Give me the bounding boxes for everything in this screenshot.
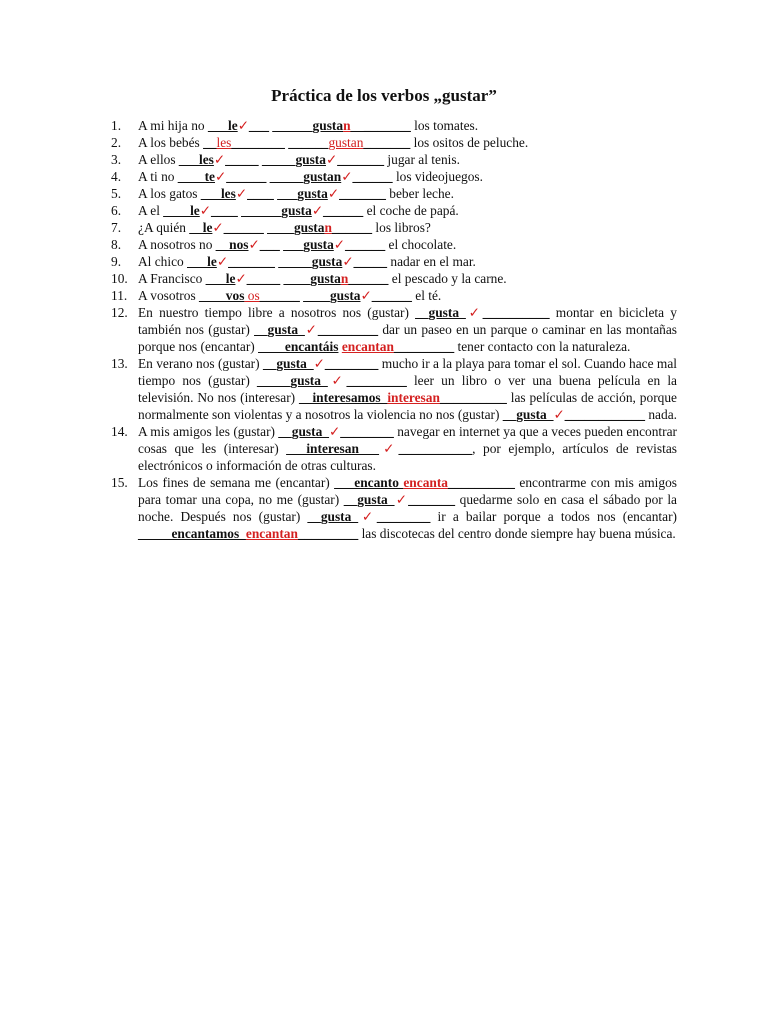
exercise-item (111, 253, 677, 270)
check-mark-icon: ✓ (304, 322, 318, 337)
check-mark-icon: ✓ (248, 237, 260, 252)
check-mark-icon: ✓ (327, 373, 347, 388)
exercise-text-segment: los libros? (372, 220, 431, 235)
answer-blank: ___ (248, 118, 270, 133)
answer-blank: ________ (376, 509, 431, 524)
answer-text: _____encantamos_ (138, 526, 246, 541)
correction-text: n (343, 118, 351, 133)
exercise-item (111, 202, 677, 219)
check-mark-icon: ✓ (313, 356, 325, 371)
exercise-number: 15. (111, 475, 128, 490)
answer-blank: __ (203, 135, 217, 150)
answer-blank: _______ (363, 135, 411, 150)
answer-text: ___le (207, 118, 238, 133)
check-mark-icon: ✓ (358, 509, 377, 524)
answer-text: _____gusta (261, 152, 326, 167)
exercise-text-segment: Los fines de semana me (encantar) (138, 475, 335, 490)
answer-text: ___le (187, 254, 217, 269)
answer-blank: ______ (223, 220, 264, 235)
answer-blank: ____ (247, 186, 274, 201)
answer-text: ____te (177, 169, 215, 184)
exercise-text-segment: navegar en internet ya que a veces pueden encontrar cosas que les (interesar) (138, 424, 677, 456)
exercise-item (111, 355, 677, 423)
answer-blank: ________ (324, 356, 379, 371)
exercise-text-segment: A nosotros no (138, 237, 216, 252)
answer-blank: _______ (228, 254, 275, 269)
exercise-text (138, 151, 677, 168)
check-mark-icon: ✓ (341, 169, 353, 184)
exercise-number: 9. (111, 254, 122, 269)
answer-text: _____gusta (278, 254, 343, 269)
check-mark-icon: ✓ (553, 407, 565, 422)
answer-blank: _________ (317, 322, 379, 337)
exercise-number: 14. (111, 424, 128, 439)
answer-blank: ______ (259, 288, 300, 303)
answer-blank: _______ (337, 152, 385, 167)
exercise-text-segment: tener contacto con la naturaleza. (454, 339, 631, 354)
exercise-number: 3. (111, 152, 122, 167)
answer-text: ___gusta (277, 186, 328, 201)
check-mark-icon: ✓ (212, 220, 224, 235)
answer-blank: __________ (439, 390, 507, 405)
exercise-text-segment: A los bebés (138, 135, 204, 150)
correction-text: encantan (341, 339, 394, 354)
answer-text: ____gusta (303, 288, 361, 303)
answer-blank: __________ (448, 475, 515, 490)
answer-text: ___les (178, 152, 214, 167)
exercise-text (138, 423, 677, 474)
answer-blank: ______ (345, 237, 386, 252)
exercise-item (111, 270, 677, 287)
check-mark-icon: ✓ (235, 186, 248, 201)
answer-blank: ______ (226, 169, 267, 184)
exercise-text-segment: A ellos (138, 152, 179, 167)
exercise-text (138, 185, 677, 202)
exercise-text-segment: leer un libro o ver una buena película en la televisión. No nos (interesar) (138, 373, 677, 405)
answer-blank: ______ (352, 169, 393, 184)
document-title: Práctica de los verbos „gustar” (271, 86, 497, 105)
answer-blank: ______ (288, 135, 329, 150)
exercise-text (138, 270, 677, 287)
exercise-text (138, 202, 677, 219)
answer-text: ____gusta (283, 271, 341, 286)
check-mark-icon: ✓ (216, 254, 229, 269)
answer-text: __gusta_ (254, 322, 305, 337)
answer-blank: ______ (348, 271, 389, 286)
exercise-number: 11. (111, 288, 128, 303)
exercise-text-segment: los videojuegos. (392, 169, 483, 184)
answer-text: ___le (205, 271, 236, 286)
exercise-text-segment: beber leche. (385, 186, 454, 201)
exercise-text-segment: el chocolate. (385, 237, 457, 252)
exercise-text-segment: Al chico (138, 254, 188, 269)
exercise-text (138, 253, 677, 270)
answer-blank: ______ (323, 203, 364, 218)
answer-text: __gusta_ (278, 424, 329, 439)
exercise-text-segment: A mis amigos les (gustar) (138, 424, 279, 439)
exercise-text-segment: nada. (645, 407, 677, 422)
exercise-item (111, 474, 677, 542)
answer-text: _____gustan (269, 169, 342, 184)
correction-text: interesan (387, 390, 440, 405)
answer-blank: _______ (339, 186, 386, 201)
exercise-item (111, 287, 677, 304)
exercise-text-segment: el té. (411, 288, 442, 303)
exercise-text (138, 134, 677, 151)
check-mark-icon: ✓ (235, 271, 247, 286)
exercise-item (111, 219, 677, 236)
answer-blank: _______ (408, 492, 456, 507)
exercise-item (111, 304, 677, 355)
answer-text: __gusta_ (343, 492, 395, 507)
answer-text: ___interesan___ (286, 441, 379, 456)
check-mark-icon: ✓ (342, 254, 354, 269)
exercise-text-segment: las discotecas del centro donde siempre hay buena música. (358, 526, 676, 541)
exercise-item (111, 185, 677, 202)
exercise-text-segment: A Francisco (138, 271, 206, 286)
answer-text: ___gusta (283, 237, 334, 252)
answer-text: ______gusta (241, 203, 312, 218)
answer-blank: ______ (331, 220, 373, 235)
correction-text: encantan (245, 526, 298, 541)
answer-blank: ______ (371, 288, 412, 303)
answer-blank: _____ (225, 152, 259, 167)
exercise-text-segment: A ti no (138, 169, 178, 184)
exercise-text-segment: encontrarme con mis amigos para tomar una copa, no me (gustar) (138, 475, 677, 507)
correction-text: encanta (403, 475, 448, 490)
check-mark-icon: ✓ (394, 492, 409, 507)
answer-blank: _______ (363, 118, 411, 133)
exercise-text-segment: jugar al tenis. (384, 152, 460, 167)
exercise-item (111, 236, 677, 253)
exercise-list (111, 117, 677, 542)
exercise-number: 5. (111, 186, 122, 201)
answer-blank: ____________ (564, 407, 646, 422)
exercise-text-segment: los ositos de peluche. (410, 135, 529, 150)
answer-text: __gusta_ (307, 509, 359, 524)
check-mark-icon: ✓ (325, 152, 338, 167)
exercise-text-segment: A los gatos (138, 186, 201, 201)
answer-text: __gusta_ (415, 305, 466, 320)
answer-blank: ____ (210, 203, 238, 218)
answer-text: ____vos (199, 288, 245, 303)
exercise-text-segment: , por ejemplo, artículos de revistas electrónicos o información de otras culturas. (138, 441, 677, 473)
check-mark-icon: ✓ (327, 186, 340, 201)
check-mark-icon: ✓ (378, 441, 399, 456)
exercise-text-segment: ¿A quién (138, 220, 190, 235)
exercise-text-segment: En nuestro tiempo libre a nosotros nos (gustar) (138, 305, 416, 320)
exercise-item (111, 117, 677, 134)
answer-text: __interesamos_ (299, 390, 388, 405)
answer-text: ____le (163, 203, 200, 218)
answer-text: __ (350, 118, 364, 133)
answer-text: __gusta_ (502, 407, 554, 422)
exercise-text-segment: montar en bicicleta y también nos (gustar) (138, 305, 677, 337)
exercise-text-segment: nadar en el mar. (387, 254, 476, 269)
check-mark-icon: ✓ (333, 237, 346, 252)
answer-text: ______gusta (272, 118, 344, 133)
answer-blank: _____ (353, 254, 388, 269)
exercise-text-segment: ir a bailar porque a todos nos (encantar) (430, 509, 677, 524)
answer-blank: __________ (482, 305, 550, 320)
check-mark-icon: ✓ (215, 169, 227, 184)
exercise-text-segment: En verano nos (gustar) (138, 356, 263, 371)
exercise-text (138, 117, 677, 134)
correction-text: n (324, 220, 332, 235)
answer-blank: _________ (346, 373, 407, 388)
answer-blank: ________ (231, 135, 285, 150)
answer-text: __nos (215, 237, 249, 252)
answer-blank: ________ (340, 424, 394, 439)
check-mark-icon: ✓ (199, 203, 211, 218)
exercise-text (138, 168, 677, 185)
answer-blank: ___________ (398, 441, 473, 456)
check-mark-icon: ✓ (360, 288, 372, 303)
exercise-text (138, 474, 677, 542)
check-mark-icon: ✓ (328, 424, 341, 439)
exercise-text (138, 236, 677, 253)
exercise-number: 10. (111, 271, 128, 286)
exercise-item (111, 423, 677, 474)
exercise-text-segment: mucho ir a la playa para tomar el sol. Cuando hace mal tiempo nos (gustar) (138, 356, 677, 388)
correction-text: os (244, 288, 260, 303)
exercise-text-segment: el pescado y la carne. (388, 271, 507, 286)
exercise-number: 7. (111, 220, 122, 235)
answer-text: ___les (200, 186, 236, 201)
answer-text: __gusta_ (262, 356, 314, 371)
answer-text: ____encantáis (258, 339, 339, 354)
exercise-number: 13. (111, 356, 128, 371)
exercise-text-segment: los tomates. (410, 118, 479, 133)
exercise-number: 1. (111, 118, 122, 133)
check-mark-icon: ✓ (237, 118, 249, 133)
exercise-number: 8. (111, 237, 122, 252)
correction-text: gustan (328, 135, 364, 150)
exercise-text-segment: A mi hija no (138, 118, 208, 133)
answer-text: ___encanto (334, 475, 404, 490)
check-mark-icon: ✓ (213, 152, 226, 167)
answer-blank: _____ (246, 271, 281, 286)
answer-blank: _________ (297, 526, 359, 541)
exercise-item (111, 151, 677, 168)
answer-text: _____gusta_ (256, 373, 328, 388)
exercise-text (138, 287, 677, 304)
answer-blank: _________ (393, 339, 455, 354)
exercise-text-segment: dar un paseo en un parque o caminar en las montañas porque nos (encantar) (138, 322, 677, 354)
exercise-item (111, 134, 677, 151)
exercise-text-segment: A vosotros (138, 288, 200, 303)
answer-text: __le (189, 220, 213, 235)
exercise-text (138, 219, 677, 236)
correction-text: les (216, 135, 232, 150)
exercise-text-segment: quedarme solo en casa el sábado por la noche. Después nos (gustar) (138, 492, 677, 524)
check-mark-icon: ✓ (311, 203, 324, 218)
check-mark-icon: ✓ (465, 305, 483, 320)
exercise-item (111, 168, 677, 185)
exercise-text (138, 355, 677, 423)
exercise-number: 6. (111, 203, 122, 218)
exercise-text-segment: el coche de papá. (363, 203, 459, 218)
exercise-number: 4. (111, 169, 122, 184)
exercise-text (138, 304, 677, 355)
exercise-number: 2. (111, 135, 122, 150)
correction-text: n (340, 271, 349, 286)
exercise-text-segment: A el (138, 203, 164, 218)
answer-text: ____gusta (267, 220, 325, 235)
answer-blank: ___ (259, 237, 280, 252)
exercise-number: 12. (111, 305, 128, 320)
exercise-text-segment: las películas de acción, porque normalmente son violentas y a nosotros la violencia no nos (gustar) (138, 390, 677, 422)
